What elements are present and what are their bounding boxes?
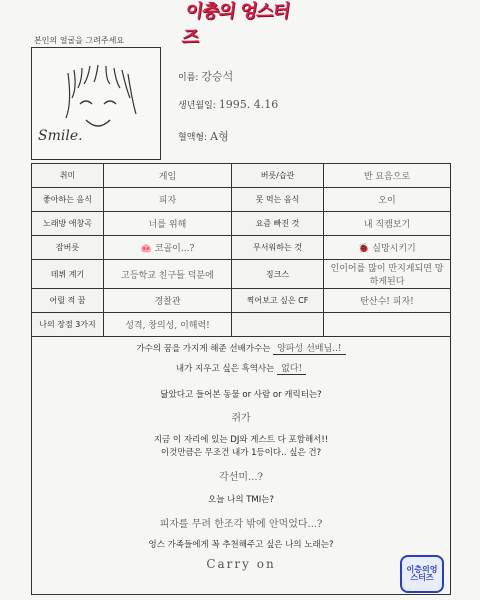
grid-key: 버릇/습관	[232, 164, 324, 188]
face-drawing	[32, 48, 162, 161]
blood-row: 혈액형: A형	[178, 130, 229, 143]
grid-value: 성격, 창의성, 이해력!	[104, 313, 232, 337]
grid-value: 🐽 코골이...?	[104, 236, 232, 260]
question-lookalike: 닮았다고 들어본 동물 or 사람 or 캐릭터는?	[160, 390, 322, 400]
grid-key: 못 먹는 음식	[232, 188, 324, 212]
question-number-one-a: 지금 이 자리에 있는 DJ와 게스트 다 포함해서!!	[153, 435, 329, 445]
answer-senior-singer: 양파성 선배님..!	[273, 344, 345, 355]
drawing-prompt: 본인의 얼굴을 그려주세요	[34, 36, 125, 45]
question-dark-history: 내가 지우고 싶은 흑역사는 없다!	[32, 361, 450, 374]
birth-value: 1995. 4.16	[218, 98, 279, 111]
grid-row	[32, 188, 451, 212]
portrait-caption: Smile.	[38, 128, 83, 144]
answer-recommend-song: Carry on	[206, 557, 276, 571]
answer-number-one: 각선미...?	[219, 472, 263, 483]
grid-row	[32, 212, 451, 236]
grid-value: 🐞 실망시키기	[324, 236, 451, 260]
question-number-one-b: 이것만큼은 무조건 내가 1등이다.. 싶은 건?	[160, 448, 322, 458]
grid-key: 어릴 적 꿈	[32, 289, 104, 313]
grid-row	[32, 260, 451, 289]
grid-value: 내 직캠보기	[324, 212, 451, 236]
grid-value: 게임	[104, 164, 232, 188]
grid-value: 반 묘음으로	[324, 164, 451, 188]
program-logo: 이층의 엉스터즈	[180, 1, 291, 48]
grid-value: 인이어를 많이 만지게되면 망하게된다	[324, 260, 451, 289]
grid-value: 탄산수! 피자!	[324, 289, 451, 313]
grid-key: 취미	[32, 164, 104, 188]
grid-row	[32, 164, 451, 188]
self-portrait-box	[31, 47, 161, 160]
grid-value: 경찰관	[104, 289, 232, 313]
grid-key: 잠버릇	[32, 236, 104, 260]
profile-grid	[31, 163, 451, 337]
name-row: 이름: 강승석	[178, 70, 234, 83]
question-recommend-song: 엉스 가족들에게 꼭 추천해주고 싶은 나의 노래는?	[148, 540, 334, 550]
grid-key: 노래방 애창곡	[32, 212, 104, 236]
grid-key: 찍어보고 싶은 CF	[232, 289, 324, 313]
grid-key: 징크스	[232, 260, 324, 289]
question-senior-singer: 가수의 꿈을 가지게 해준 선배가수는 양파성 선배님..!	[32, 341, 450, 354]
grid-key: 나의 장점 3가지	[32, 313, 104, 337]
grid-row	[32, 289, 451, 313]
grid-key: 요즘 빠진 것	[232, 212, 324, 236]
grid-row	[32, 236, 451, 260]
questions-section	[31, 333, 451, 595]
grid-value: 고등학교 친구들 덕분에	[104, 260, 232, 289]
blood-value: A형	[210, 130, 229, 143]
grid-value: 피자	[104, 188, 232, 212]
name-value: 강승석	[201, 70, 234, 83]
answer-dark-history: 없다!	[277, 364, 306, 375]
grid-value: 너를 위해	[104, 212, 232, 236]
grid-key: 데뷔 계기	[32, 260, 104, 289]
program-stamp-logo: 이층의엉 스터즈	[400, 555, 444, 593]
birth-row: 생년월일: 1995. 4.16	[178, 98, 279, 111]
grid-key: 좋아하는 음식	[32, 188, 104, 212]
answer-lookalike: 쥐가	[231, 413, 251, 424]
question-tmi: 오늘 나의 TMI는?	[207, 495, 274, 505]
grid-key: 무서워하는 것	[232, 236, 324, 260]
grid-value: 오이	[324, 188, 451, 212]
answer-tmi: 피자를 무려 한조각 밖에 안먹었다...?	[159, 519, 323, 530]
